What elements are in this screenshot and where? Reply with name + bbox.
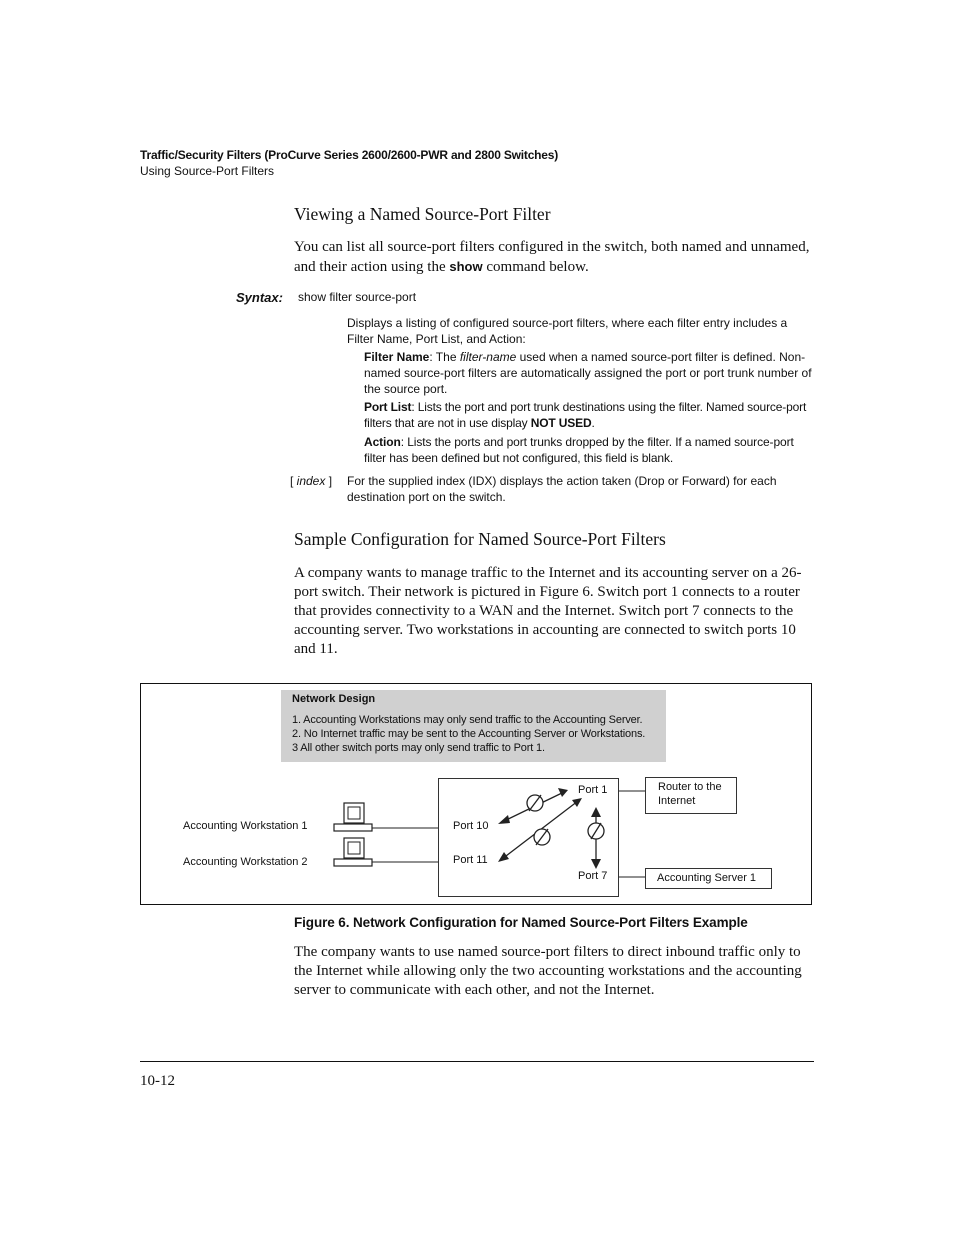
running-header-subtitle: Using Source-Port Filters	[140, 164, 275, 178]
syntax-label: Syntax:	[236, 290, 283, 305]
footer-rule	[140, 1061, 814, 1062]
index-description: For the supplied index (IDX) displays the action taken (Drop or Forward) for each destination port on the switch.	[347, 474, 777, 504]
not-used-keyword: NOT USED	[530, 416, 592, 430]
workstation-1-icon	[334, 803, 372, 831]
accounting-server-label: Accounting Server 1	[657, 872, 757, 884]
port-11-label: Port 11	[453, 854, 488, 866]
router-label-line1: Router to the	[658, 781, 722, 793]
sample-config-paragraph: A company wants to manage traffic to the Internet and its accounting server on a 26-port switch. Their network is pictured in Figure 6. Switch port 1 connects to a router that provides connectivity to a WAN and the Internet. Switch port 7 connects to the accounting server. Two workstations in accounting are connected to switch ports 10 and 11.	[294, 565, 802, 657]
filter-name-italic: filter-name	[459, 350, 517, 364]
port-7-label: Port 7	[578, 870, 608, 882]
design-rule-3: 3 All other switch ports may only send traffic to Port 1.	[292, 742, 545, 754]
syntax-description: Displays a listing of configured source-port filters, where each filter entry includes a Filter Name, Port List, and Action:	[347, 316, 788, 346]
intro-show-command: show	[449, 259, 483, 274]
filter-name-description: used when a named source-port filter is defined. Non-named source-port filters are automatically assigned the port or port trunk number of the source port.	[364, 350, 812, 396]
index-bracket-close: ]	[325, 474, 333, 488]
running-header-title: Traffic/Security Filters (ProCurve Series 2600/2600-PWR and 2800 Switches)	[140, 148, 559, 162]
section-intro-paragraph	[294, 238, 814, 277]
intro-text-before: You can list all source-port filters configured in the switch, both named and unnamed, and their action using the	[294, 239, 810, 275]
page-number: 10-12	[140, 1073, 175, 1089]
workstation-1-label: Accounting Workstation 1	[183, 820, 308, 832]
port-list-entry	[364, 399, 814, 431]
port-list-description: : Lists the port and port trunk destinations using the filter. Named source-port filters that are not in use display	[364, 400, 807, 430]
filter-name-term: Filter Name	[364, 350, 430, 364]
action-description: : Lists the ports and port trunks dropped by the filter. If a named source-port filter has been defined but not configured, this field is blank.	[364, 435, 794, 465]
closing-paragraph: The company wants to use named source-port filters to direct inbound traffic only to the Internet while allowing only the two accounting workstations and the accounting server to communicate with each other, and not the Internet.	[294, 944, 802, 998]
section-heading-viewing: Viewing a Named Source-Port Filter	[294, 204, 551, 224]
network-design-title: Network Design	[292, 693, 376, 705]
workstation-2-icon	[334, 838, 372, 866]
port-1-label: Port 1	[578, 784, 608, 796]
filter-name-entry	[364, 349, 814, 397]
action-entry	[364, 434, 814, 466]
router-label-line2: Internet	[658, 795, 696, 807]
port-10-label: Port 10	[453, 820, 489, 832]
design-rule-2: 2. No Internet traffic may be sent to the Accounting Server or Workstations.	[292, 728, 646, 740]
workstation-2-label: Accounting Workstation 2	[183, 856, 308, 868]
design-rule-1: 1. Accounting Workstations may only send traffic to the Accounting Server.	[292, 714, 643, 726]
section-heading-sample-config: Sample Configuration for Named Source-Port Filters	[294, 529, 666, 549]
index-term: index	[296, 474, 326, 488]
port-list-end: .	[591, 416, 595, 430]
index-parameter	[290, 473, 332, 489]
figure-caption: Figure 6. Network Configuration for Named Source-Port Filters Example	[294, 915, 748, 930]
intro-text-after: command below.	[482, 259, 589, 275]
index-bracket-open: [	[290, 474, 297, 488]
syntax-command: show filter source-port	[298, 290, 417, 304]
action-term: Action	[364, 435, 401, 449]
port-list-term: Port List	[364, 400, 412, 414]
filter-name-colon: : The	[429, 350, 460, 364]
